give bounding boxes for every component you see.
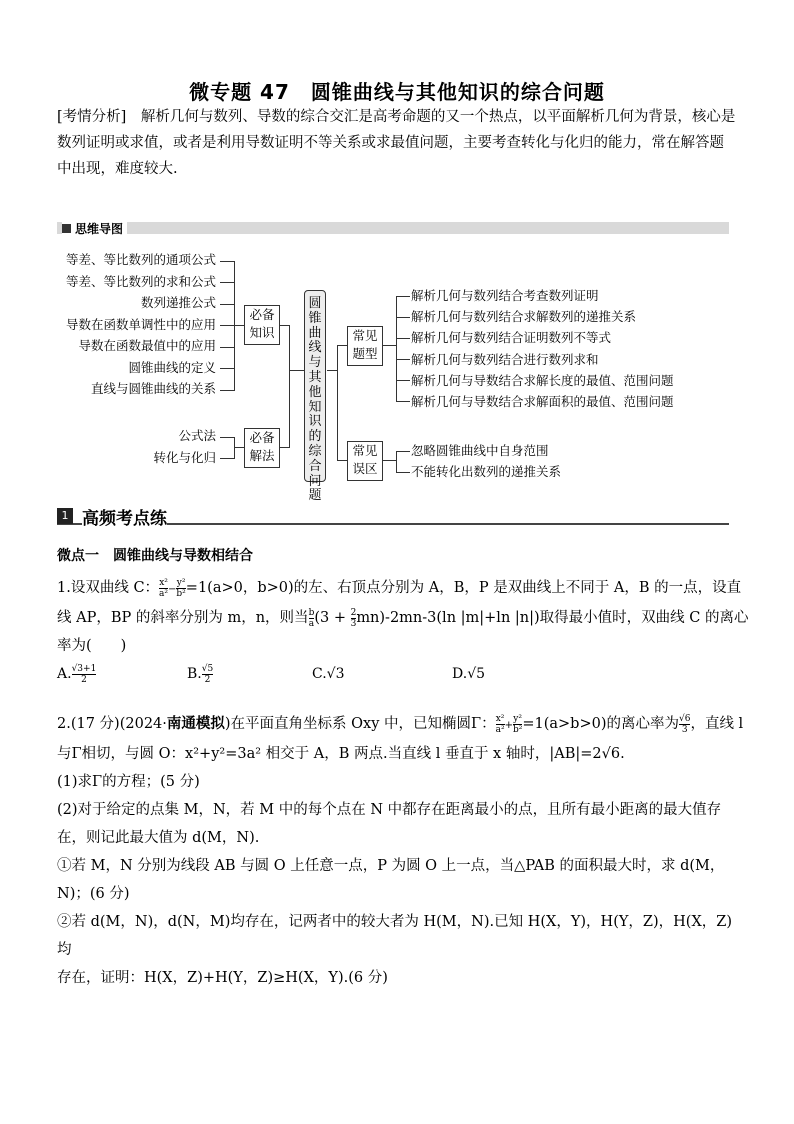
- type-item: 解析几何与数列结合求解数列的递推关系: [411, 309, 637, 325]
- type-item: 解析几何与数列结合考查数列证明: [411, 288, 599, 303]
- knowledge-list: [66, 252, 216, 403]
- type-item: 解析几何与数列结合进行数列求和: [411, 351, 599, 367]
- option-d[interactable]: D.√5: [452, 666, 486, 682]
- types-list: [411, 288, 674, 415]
- practice-badge: 1: [57, 508, 73, 524]
- mindmap-section-title: 思维导图: [62, 220, 127, 237]
- knowledge-item: 圆锥曲线的定义: [128, 359, 216, 375]
- page-title: 微专题 47 圆锥曲线与其他知识的综合问题: [189, 80, 605, 104]
- analysis-label: [考情分析]: [57, 109, 127, 125]
- central-topic-box: [304, 290, 326, 504]
- knowledge-item: 数列递推公式: [140, 295, 216, 310]
- option-c[interactable]: C.√3: [312, 666, 345, 682]
- subtopic-title: 微点一 圆锥曲线与导数相结合: [57, 548, 253, 564]
- question-2: 2.(17 分)(2024·南通模拟)在平面直角坐标系 Oxy 中，已知椭圆Γ： $\frac{\text{x²}}{\text{a²}}$ + $\frac{\text{y²}}{\text{b²}}$ =1(a>b>0)的离心率为 $\frac{√6}{3}$ ，直线 l 与Γ相切，与圆 O：x²+y²=3a² 相交于 A，B 两点.当直线 l 垂直于 x 轴时，|AB|=2√6. (1)求Γ的方程；(5 分) (2)对于给定的点集 M，N，若 M 中的每个点在 N 中都存在距离最小的点，且所有最小距离的最大值存 在，则记此最大值为 d(M，N). ①若 M，N 分别为线段 AB 与圆 O 上任意一点，P 为圆 O 上一点，当△PAB 的面积最大时，求 d(M， N)；(6 分) ②若 d(M，N)，d(N，M)均存在，记两者中的较大者为 H(M，N).已知 H(X，Y)，H(Y，Z)，H(X，Z)均 存在，证明：H(X，Z)+H(Y，Z)≥H(X，Y).(6 分): [57, 713, 744, 986]
- type-item: 解析几何与导数结合求解面积的最值、范围问题: [411, 393, 674, 409]
- method-item: 公式法: [178, 428, 216, 443]
- method-item: 转化与化归: [153, 449, 216, 465]
- knowledge-item: 导数在函数最值中的应用: [78, 338, 216, 353]
- mistakes-list: [411, 443, 561, 485]
- option-b[interactable]: B. $\frac{√5}{2}$: [187, 663, 214, 685]
- common-mistakes-box: 常见误区: [347, 441, 383, 481]
- mindmap-section-bar: [57, 222, 729, 234]
- methods-list: [153, 428, 216, 471]
- knowledge-item: 等差、等比数列的求和公式: [65, 273, 216, 289]
- mistake-item: 不能转化出数列的递推关系: [411, 464, 562, 479]
- square-icon: [62, 224, 71, 233]
- answer-options: [57, 660, 737, 692]
- type-item: 解析几何与导数结合求解长度的最值、范围问题: [411, 372, 674, 388]
- analysis-text: 解析几何与数列、导数的综合交汇是高考命题的又一个热点，以平面解析几何为背景，核心是数列证明或求值，或者是利用导数证明不等关系或求最值问题，主要考查转化与化归的能力，常在解答题中出现，难度较大.: [57, 109, 736, 177]
- analysis-paragraph: [57, 104, 737, 182]
- common-types-box: 常见题型: [347, 326, 383, 366]
- practice-title: 高频考点练: [82, 504, 167, 529]
- source-tag: 南通模拟: [166, 715, 225, 732]
- option-a[interactable]: A. $\frac{√3+1}{2}$: [57, 663, 97, 685]
- required-methods-box: 必备解法: [244, 428, 280, 468]
- knowledge-item: 等差、等比数列的通项公式: [65, 252, 216, 267]
- required-knowledge-box: 必备知识: [244, 305, 280, 345]
- question-1: 1.设双曲线 C： $\frac{\text{x²}}{\text{a²}}$ − $\frac{\text{y²}}{\text{b²}}$ =1(a>0，b>0)的左、右顶点分别为 A，B，P 是双曲线上不同于 A，B 的一点，设直 线 AP，BP 的斜率分别为 m，n，则当 $\frac{b}{a}$ (3 + $\frac{2}{3}$ mn)-2mn-3(ln |m|+ln |n|)取得最小值时，双曲线 C 的离心 率为( ) A. $\frac{√3+1}{2}$ B. $\frac{√5}{2}$ C.√3 D.√5: [57, 574, 737, 692]
- knowledge-item: 导数在函数单调性中的应用: [65, 316, 216, 332]
- central-topic-text: 圆锥曲线与其他知识的综合问题: [308, 296, 322, 504]
- mistake-item: 忽略圆锥曲线中自身范围: [411, 443, 549, 458]
- type-item: 解析几何与数列结合证明数列不等式: [411, 330, 612, 346]
- knowledge-item: 直线与圆锥曲线的关系: [90, 381, 216, 396]
